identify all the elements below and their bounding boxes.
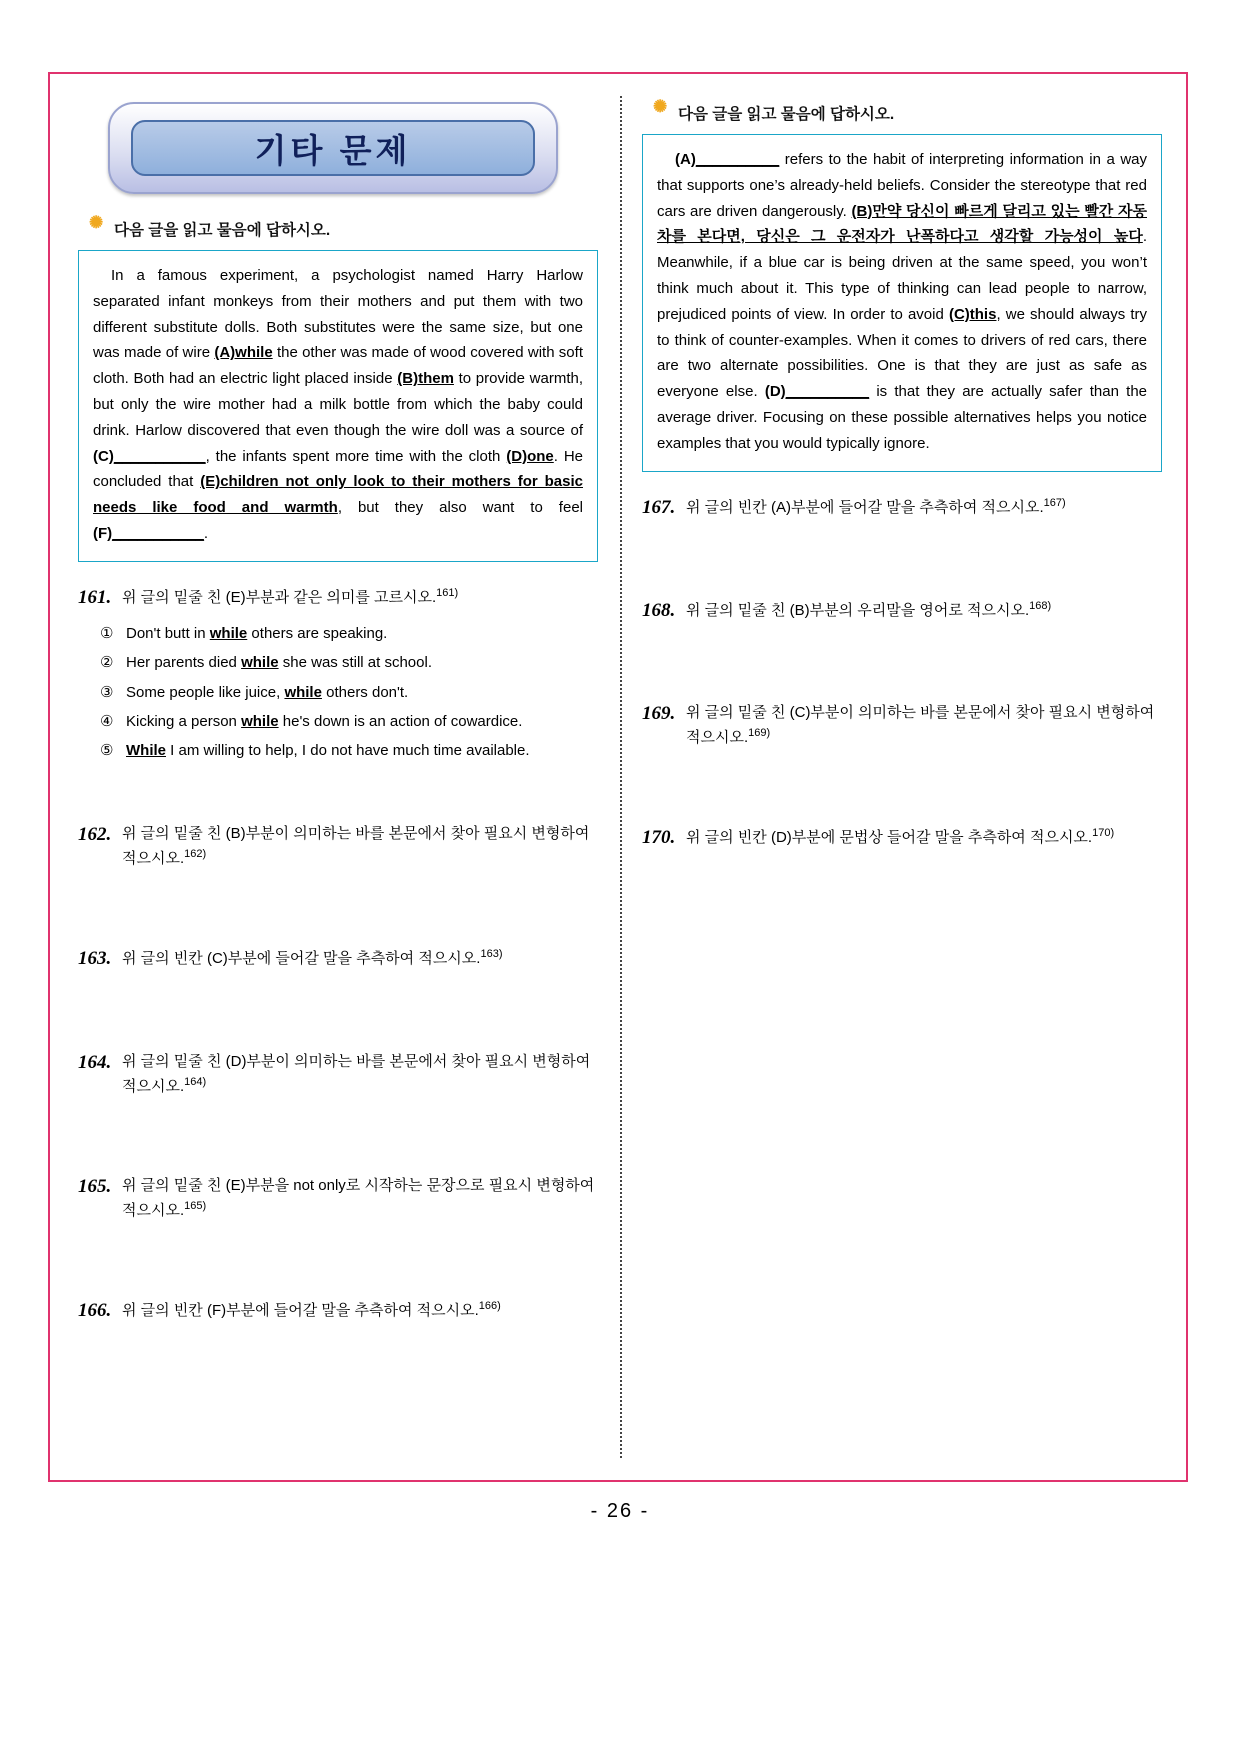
question-169 — [642, 698, 1162, 750]
choice-5-keyword: While — [126, 742, 166, 760]
question-163 — [78, 943, 598, 974]
left-passage-part6: , but they also want to feel — [337, 499, 583, 517]
question-162-text — [122, 819, 598, 871]
question-162-number: 162. — [78, 824, 112, 846]
question-163-footnote: 163) — [480, 948, 503, 961]
choice-3-pre: Some people like juice, — [126, 683, 285, 701]
choice-4-keyword: while — [241, 712, 279, 730]
left-passage-label-b: (B)them — [397, 370, 454, 388]
question-168-footnote: 168) — [1029, 599, 1052, 612]
right-passage-part3: , we should always try to think of counter-examples. When it comes to drivers of red cars, there are two alternate possibilities. One is that they are just as safe as everyone else. — [657, 305, 1147, 401]
answer-space-164[interactable] — [78, 1099, 598, 1151]
question-163-prompt: 위 글의 빈칸 (C)부분에 들어갈 말을 추측하여 적으시오. — [122, 950, 481, 968]
question-166-footnote: 166) — [478, 1299, 501, 1312]
choice-2-post: she was still at school. — [278, 654, 432, 672]
left-instruction-text: 다음 글을 읽고 물음에 답하시오. — [114, 222, 331, 239]
question-170-number: 170. — [642, 827, 676, 849]
question-164-text — [122, 1047, 598, 1099]
question-169-prompt: 위 글의 밑줄 친 (C)부분이 의미하는 바를 본문에서 찾아 필요시 변형하여 적으시오. — [686, 704, 1155, 747]
right-passage-part4: is that they are actually safer than the average driver. Focusing on these possible alternatives helps you notice examples that you would typically ignore. — [657, 383, 1147, 452]
answer-space-165[interactable] — [78, 1223, 598, 1275]
choice-4-pre: Kicking a person — [126, 712, 242, 730]
question-161-prompt: 위 글의 밑줄 친 (E)부분과 같은 의미를 고르시오. — [122, 588, 437, 606]
question-168-number: 168. — [642, 599, 676, 621]
left-passage-blank-c: ___________ — [113, 447, 206, 465]
right-passage-label-c: (C)this — [948, 305, 997, 323]
question-161-footnote: 161) — [436, 586, 459, 599]
choice-4[interactable] — [100, 707, 598, 736]
choice-3-post: others don't. — [321, 683, 409, 701]
choice-1-pre: Don't butt in — [126, 625, 210, 643]
question-162-prompt: 위 글의 밑줄 친 (B)부분이 의미하는 바를 본문에서 찾아 필요시 변형하여 적으시오. — [122, 825, 590, 868]
right-passage-part1: refers to the habit of interpreting information in a way that supports one’s already-held beliefs. Consider the stereotype that red cars are driven dangerously. — [657, 151, 1147, 220]
question-161-choices — [100, 619, 598, 765]
question-169-footnote: 169) — [748, 727, 771, 740]
right-passage-blank-a: __________ — [695, 151, 780, 168]
left-passage-part2: the other was made of wood covered with soft cloth. Both had an electric light placed inside — [93, 344, 583, 388]
choice-1-text — [126, 619, 598, 648]
flower-icon — [90, 221, 106, 237]
page-number: - 26 - — [590, 1500, 650, 1522]
choice-2-keyword: while — [241, 654, 279, 672]
right-passage-part2: . Meanwhile, if a blue car is being driven at the same speed, you won’t think much about it. This type of thinking can lead people to narrow, prejudiced points of view. In order to avoid — [657, 228, 1147, 323]
answer-space-162[interactable] — [78, 871, 598, 923]
question-168 — [642, 595, 1162, 626]
question-165-prompt: 위 글의 밑줄 친 (E)부분을 not only로 시작하는 문장으로 필요시 변형하여 적으시오. — [122, 1176, 595, 1219]
choice-3[interactable] — [100, 678, 598, 707]
question-162-footnote: 162) — [184, 848, 207, 861]
choice-1[interactable] — [100, 619, 598, 648]
question-161-text — [122, 582, 598, 613]
question-167 — [642, 492, 1162, 523]
left-passage-label-f: (F) — [93, 524, 113, 542]
choice-2[interactable] — [100, 648, 598, 677]
question-161-number: 161. — [78, 586, 112, 608]
question-169-number: 169. — [642, 703, 676, 725]
right-passage-label-a: (A) — [675, 151, 696, 168]
answer-space-163[interactable] — [78, 975, 598, 1027]
question-163-number: 163. — [78, 948, 112, 970]
left-passage — [78, 250, 598, 562]
page-title: 기타 문제 — [254, 131, 412, 169]
choice-5[interactable] — [100, 736, 598, 765]
question-164 — [78, 1047, 598, 1099]
title-banner-inner — [131, 120, 535, 176]
choice-4-text — [126, 707, 598, 736]
left-column — [78, 94, 598, 1326]
choice-5-post: I am willing to help, I do not have much time available. — [166, 742, 530, 760]
answer-space-169[interactable] — [642, 750, 1162, 802]
right-instruction — [654, 102, 1162, 124]
question-167-footnote: 167) — [1043, 496, 1066, 509]
question-167-text — [686, 492, 1162, 523]
left-passage-part1: In a famous experiment, a psychologist named Harry Harlow separated infant monkeys from their mothers and put them with two different substitute dolls. Both substitutes were the same size, but one was made of wire — [93, 267, 583, 362]
left-passage-part4: , the infants spent more time with the cloth — [205, 447, 507, 465]
worksheet-page — [48, 72, 1188, 1482]
choice-2-text — [126, 648, 598, 677]
left-instruction — [90, 218, 598, 240]
question-166 — [78, 1295, 598, 1326]
question-164-footnote: 164) — [184, 1075, 207, 1088]
question-170-text — [686, 822, 1162, 853]
question-170-prompt: 위 글의 빈칸 (D)부분에 문법상 들어갈 말을 추측하여 적으시오. — [686, 829, 1093, 847]
choice-4-marker: ④ — [100, 712, 114, 730]
choice-1-post: others are speaking. — [247, 625, 388, 643]
question-167-number: 167. — [642, 496, 676, 518]
left-passage-label-d: (D)one — [506, 447, 554, 465]
question-165-text — [122, 1171, 598, 1223]
right-column — [642, 94, 1162, 854]
choice-2-marker: ② — [100, 654, 114, 672]
choice-3-text — [126, 678, 598, 707]
answer-space-168[interactable] — [642, 626, 1162, 678]
question-161 — [78, 582, 598, 613]
question-165-number: 165. — [78, 1175, 112, 1197]
left-passage-part3: to provide warmth, but only the wire mother had a milk bottle from which the baby could drink. Harlow discovered that even though the wire doll was a source of — [93, 370, 583, 439]
right-instruction-text: 다음 글을 읽고 물음에 답하시오. — [678, 106, 895, 123]
left-passage-label-e: (E)children not only look to their mothers for basic needs like food and warmth — [93, 473, 583, 517]
page-content — [60, 84, 1176, 1470]
flower-icon — [654, 105, 670, 121]
right-passage-blank-d: __________ — [785, 383, 870, 401]
question-170 — [642, 822, 1162, 853]
left-passage-label-c: (C) — [93, 447, 114, 465]
question-165-footnote: 165) — [184, 1199, 207, 1212]
question-164-number: 164. — [78, 1051, 112, 1073]
answer-space-161 — [78, 765, 598, 799]
choice-3-marker: ③ — [100, 683, 114, 701]
left-passage-label-a: (A)while — [214, 344, 273, 362]
choice-5-text — [126, 736, 598, 765]
question-166-number: 166. — [78, 1299, 112, 1321]
question-164-prompt: 위 글의 밑줄 친 (D)부분이 의미하는 바를 본문에서 찾아 필요시 변형하여 적으시오. — [122, 1052, 591, 1095]
right-passage-label-d: (D) — [764, 383, 786, 401]
choice-4-post: he's down is an action of cowardice. — [278, 712, 523, 730]
choice-1-keyword: while — [209, 625, 248, 643]
question-169-text — [686, 698, 1162, 750]
question-168-text — [686, 595, 1162, 626]
question-166-text — [122, 1295, 598, 1326]
left-passage-part7: . — [203, 524, 209, 542]
question-163-text — [122, 943, 598, 974]
question-166-prompt: 위 글의 빈칸 (F)부분에 들어갈 말을 추측하여 적으시오. — [122, 1301, 479, 1319]
question-168-prompt: 위 글의 밑줄 친 (B)부분의 우리말을 영어로 적으시오. — [686, 601, 1030, 619]
question-162 — [78, 819, 598, 871]
right-passage — [642, 134, 1162, 472]
question-167-prompt: 위 글의 빈칸 (A)부분에 들어갈 말을 추측하여 적으시오. — [686, 498, 1044, 516]
title-banner — [108, 102, 558, 194]
choice-1-marker: ① — [100, 625, 114, 643]
choice-5-marker: ⑤ — [100, 742, 114, 760]
column-divider — [620, 96, 622, 1458]
left-passage-blank-f: ___________ — [112, 524, 204, 542]
choice-2-pre: Her parents died — [126, 654, 242, 672]
question-165 — [78, 1171, 598, 1223]
right-passage-label-b: (B)만약 당신이 빠르게 달리고 있는 빨간 자동차를 본다면, 당신은 그 운전자가 난폭하다고 생각할 가능성이 높다 — [657, 202, 1147, 246]
question-170-footnote: 170) — [1092, 827, 1115, 840]
choice-3-keyword: while — [284, 683, 322, 701]
answer-space-167[interactable] — [642, 523, 1162, 575]
left-passage-part5: . He concluded that — [93, 447, 584, 491]
